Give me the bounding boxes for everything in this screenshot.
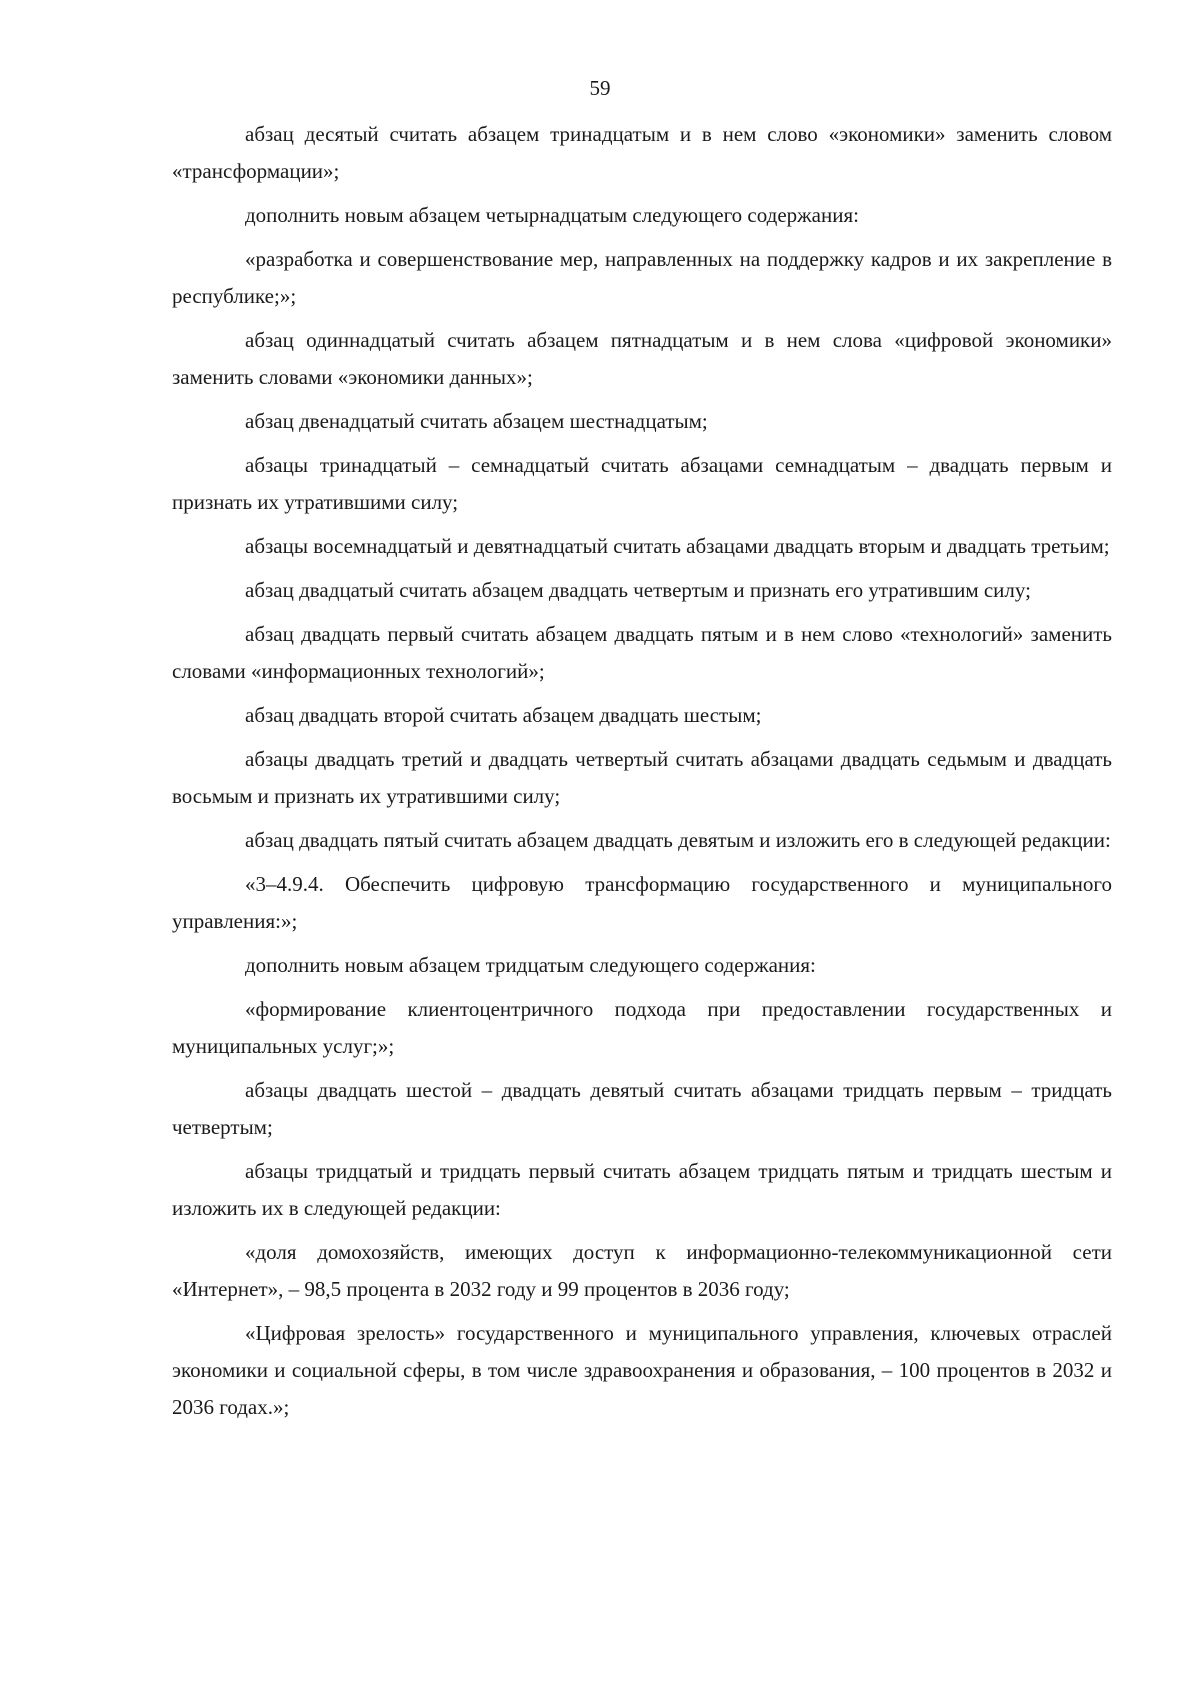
document-body [172, 116, 1112, 1426]
paragraph: абзац одиннадцатый считать абзацем пятнадцатым и в нем слова «цифровой экономики» заменить словами «экономики данных»; [172, 328, 1112, 389]
paragraph: абзацы тринадцатый – семнадцатый считать абзацами семнадцатым – двадцать первым и признать их утратившими силу; [172, 453, 1112, 514]
paragraph: абзац двенадцатый считать абзацем шестнадцатым; [245, 409, 708, 433]
paragraph: «доля домохозяйств, имеющих доступ к информационно-телекоммуникационной сети «Интернет», – 98,5 процента в 2032 году и 99 процентов в 2036 году; [172, 1240, 1112, 1301]
paragraph: абзацы двадцать третий и двадцать четвертый считать абзацами двадцать седьмым и двадцать восьмым и признать их утратившими силу; [172, 747, 1112, 808]
paragraph: дополнить новым абзацем четырнадцатым следующего содержания: [245, 203, 859, 227]
paragraph: абзацы восемнадцатый и девятнадцатый считать абзацами двадцать вторым и двадцать третьим; [245, 534, 1110, 558]
paragraph: абзацы тридцатый и тридцать первый считать абзацем тридцать пятым и тридцать шестым и изложить их в следующей редакции: [172, 1159, 1112, 1220]
paragraph: дополнить новым абзацем тридцатым следующего содержания: [245, 953, 816, 977]
paragraph: абзацы двадцать шестой – двадцать девятый считать абзацами тридцать первым – тридцать четвертым; [172, 1078, 1112, 1139]
paragraph: абзац двадцать второй считать абзацем двадцать шестым; [245, 703, 762, 727]
paragraph: абзац двадцать пятый считать абзацем двадцать девятым и изложить его в следующей редакции: [245, 828, 1111, 852]
paragraph: абзац десятый считать абзацем тринадцатым и в нем слово «экономики» заменить словом «трансформации»; [172, 122, 1112, 183]
paragraph: «разработка и совершенствование мер, направленных на поддержку кадров и их закрепление в республике;»; [172, 247, 1112, 308]
page-number: 59 [589, 76, 611, 100]
paragraph: «формирование клиентоцентричного подхода при предоставлении государственных и муниципальных услуг;»; [172, 997, 1112, 1058]
paragraph: абзац двадцать первый считать абзацем двадцать пятым и в нем слово «технологий» заменить словами «информационных технологий»; [172, 622, 1112, 683]
paragraph: абзац двадцатый считать абзацем двадцать четвертым и признать его утратившим силу; [245, 578, 1031, 602]
paragraph: «3–4.9.4. Обеспечить цифровую трансформацию государственного и муниципального управления:»; [172, 872, 1112, 933]
paragraph: «Цифровая зрелость» государственного и муниципального управления, ключевых отраслей экономики и социальной сферы, в том числе здравоохранения и образования, – 100 процентов в 2032 и 2036 годах.»; [172, 1321, 1112, 1419]
